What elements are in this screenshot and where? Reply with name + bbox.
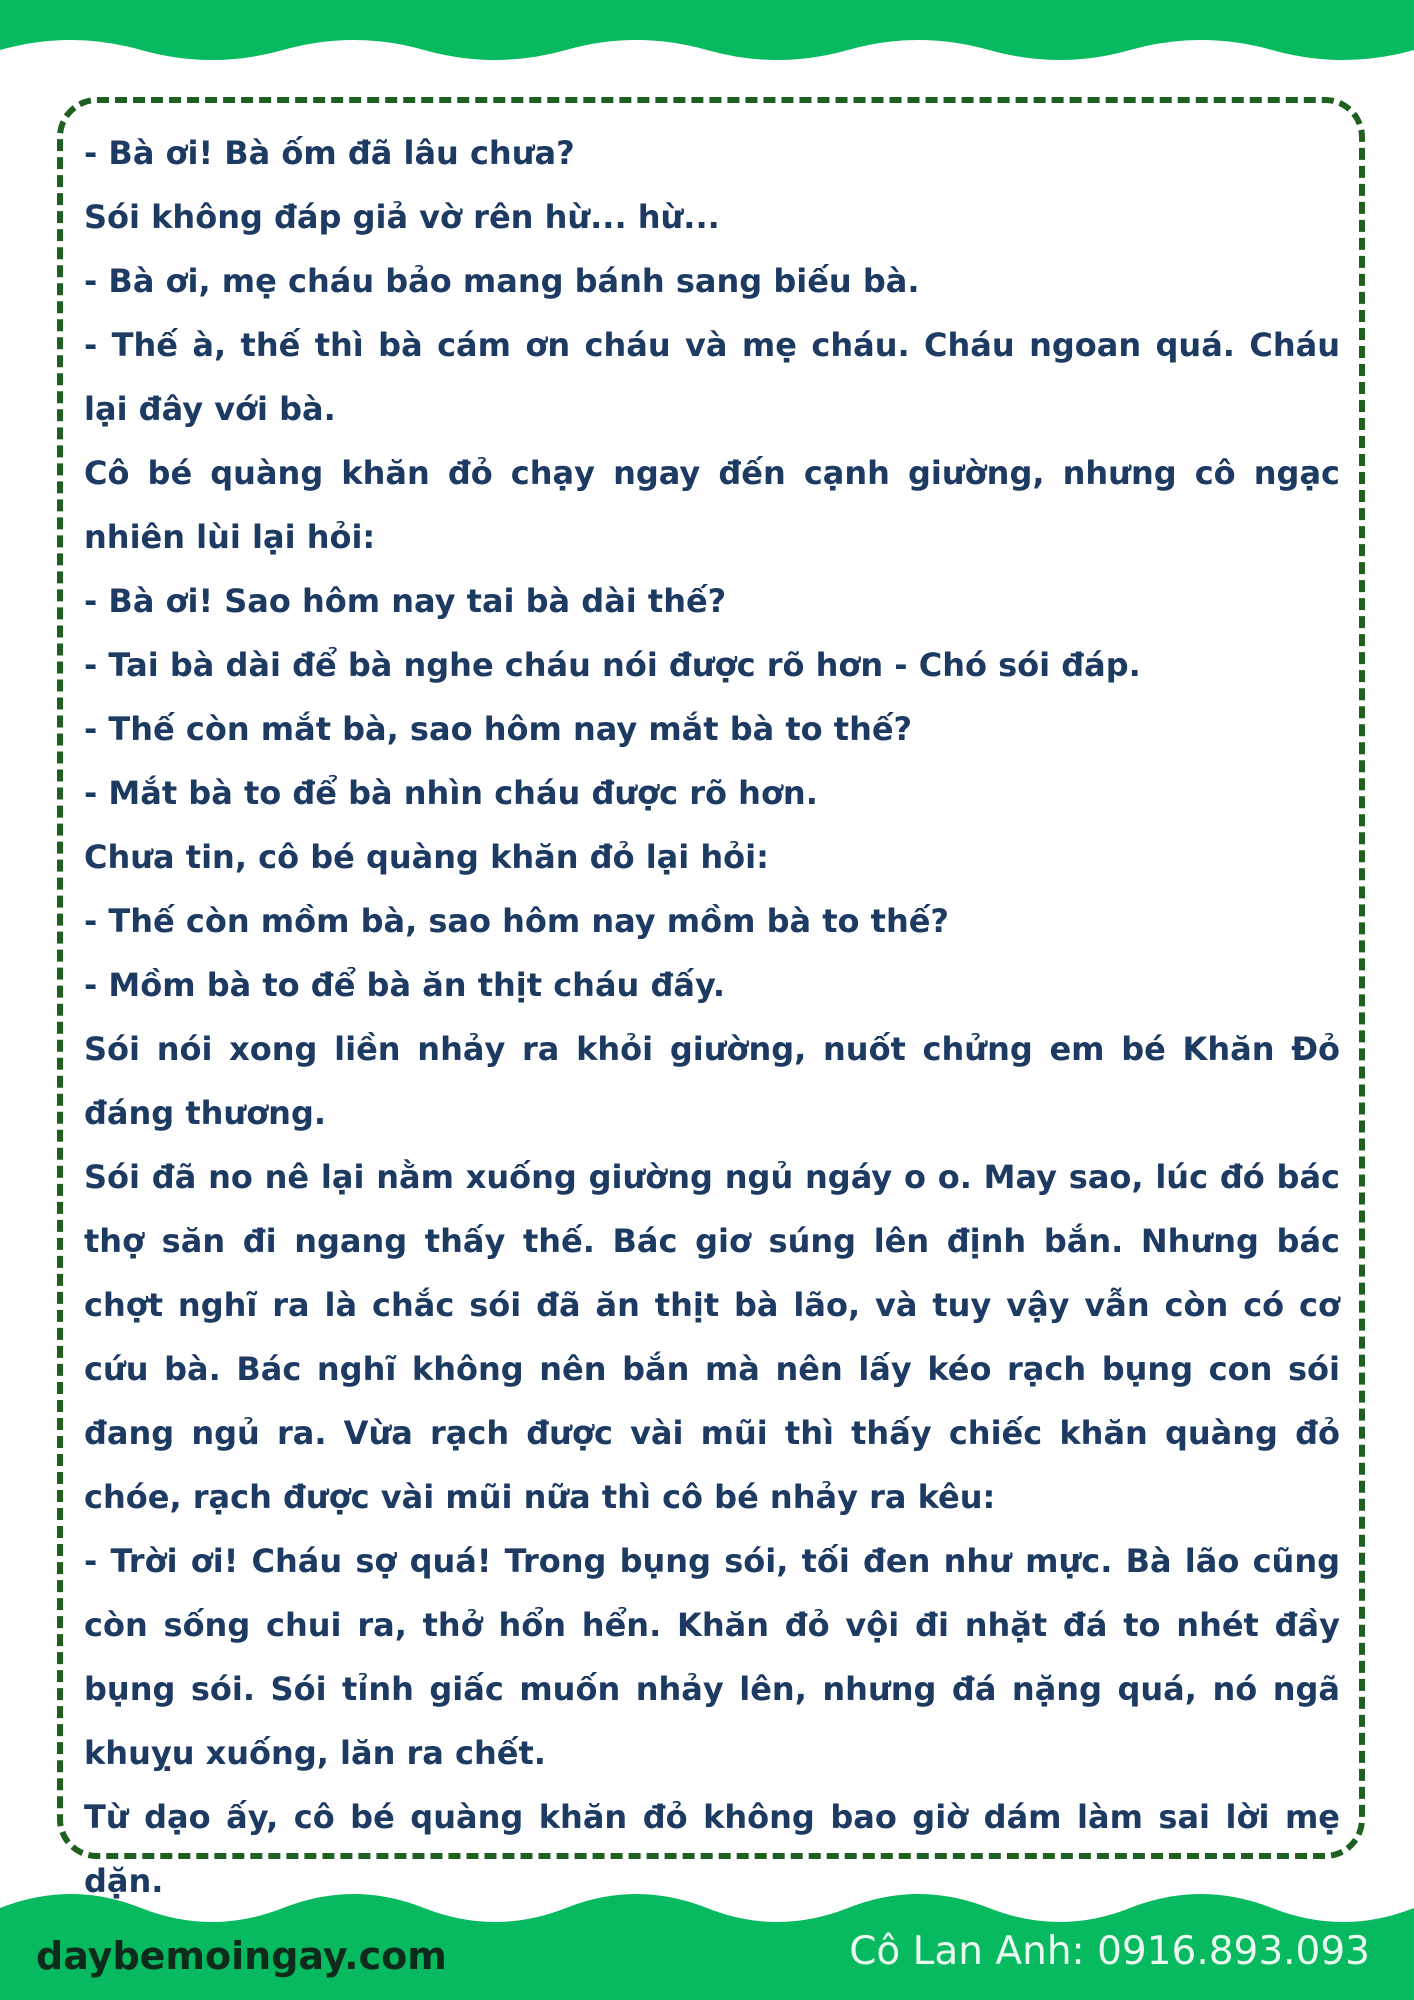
story-paragraph: Sói đã no nê lại nằm xuống giường ngủ ngáy o o. May sao, lúc đó bác thợ săn đi ngang thấy thế. Bác giơ súng lên định bắn. Nhưng bác chợt nghĩ ra là chắc sói đã ăn thịt bà lão, và tuy vậy vẫn còn có cơ cứu bà. Bác nghĩ không nên bắn mà nên lấy kéo rạch bụng con sói đang ngủ ra. Vừa rạch được vài mũi thì thấy chiếc khăn quàng đỏ chóe, rạch được vài mũi nữa thì cô bé nhảy ra kêu:	[84, 1158, 1340, 1516]
top-wave-shape	[0, 0, 1414, 60]
story-paragraph: - Thế còn mắt bà, sao hôm nay mắt bà to thế?	[84, 710, 913, 748]
story-paragraph: - Thế còn mồm bà, sao hôm nay mồm bà to thế?	[84, 902, 949, 940]
story-paragraph: Sói không đáp giả vờ rên hừ... hừ...	[84, 198, 720, 236]
story-paragraph: - Bà ơi! Bà ốm đã lâu chưa?	[84, 134, 575, 172]
story-paragraph: Chưa tin, cô bé quàng khăn đỏ lại hỏi:	[84, 838, 769, 876]
top-wave-border	[0, 0, 1414, 70]
contact-label: Cô Lan Anh: 0916.893.093	[849, 1929, 1370, 1974]
story-paragraph: Cô bé quàng khăn đỏ chạy ngay đến cạnh giường, nhưng cô ngạc nhiên lùi lại hỏi:	[84, 454, 1340, 556]
story-text	[84, 121, 1340, 1913]
story-paragraph: - Bà ơi, mẹ cháu bảo mang bánh sang biếu bà.	[84, 262, 920, 300]
story-paragraph: - Thế à, thế thì bà cám ơn cháu và mẹ cháu. Cháu ngoan quá. Cháu lại đây với bà.	[84, 326, 1340, 428]
story-paragraph: Sói nói xong liền nhảy ra khỏi giường, nuốt chửng em bé Khăn Đỏ đáng thương.	[84, 1030, 1340, 1132]
website-label: daybemoingay.com	[36, 1934, 447, 1978]
story-paragraph: - Trời ơi! Cháu sợ quá! Trong bụng sói, tối đen như mực. Bà lão cũng còn sống chui ra, thở hổn hển. Khăn đỏ vội đi nhặt đá to nhét đầy bụng sói. Sói tỉnh giấc muốn nhảy lên, nhưng đá nặng quá, nó ngã khuỵu xuống, lăn ra chết.	[84, 1542, 1340, 1772]
story-paragraph: - Mồm bà to để bà ăn thịt cháu đấy.	[84, 966, 726, 1004]
story-paragraph: - Mắt bà to để bà nhìn cháu được rõ hơn.	[84, 774, 818, 812]
story-paragraph: - Bà ơi! Sao hôm nay tai bà dài thế?	[84, 582, 727, 620]
story-paragraph: - Tai bà dài để bà nghe cháu nói được rõ hơn - Chó sói đáp.	[84, 646, 1141, 684]
story-paragraph: Từ dạo ấy, cô bé quàng khăn đỏ không bao giờ dám làm sai lời mẹ dặn.	[84, 1798, 1340, 1900]
